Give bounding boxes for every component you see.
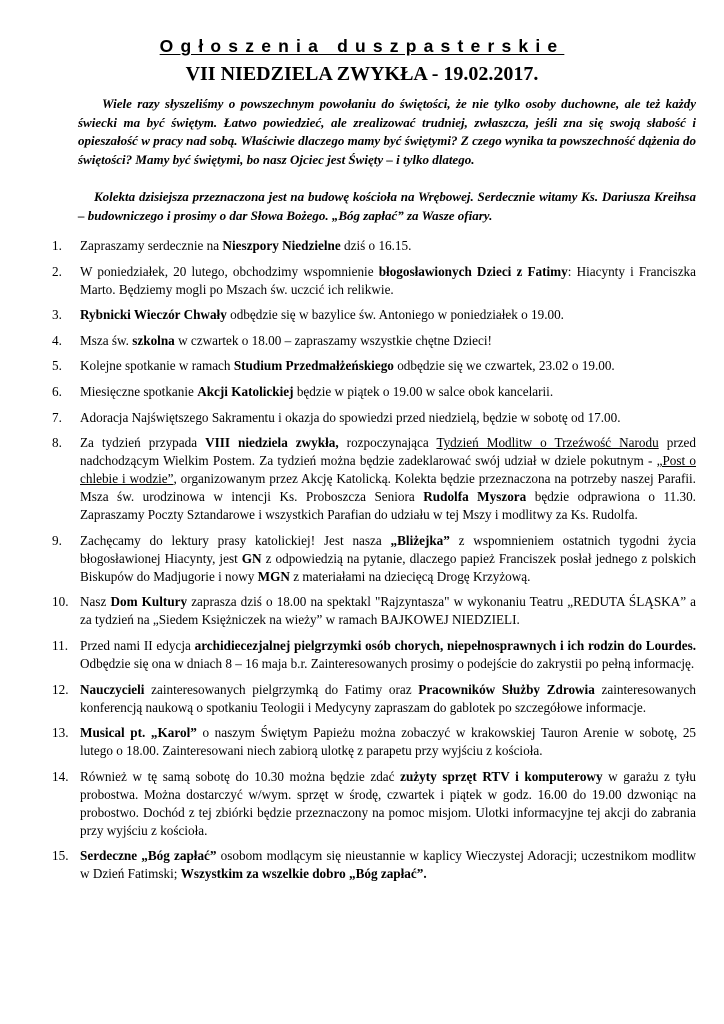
item-number: 7. [52,409,62,425]
list-item [52,332,696,350]
item-number: 2. [52,263,62,279]
list-item [52,724,696,760]
item-text: Zachęcamy do lektury prasy katolickiej! Jest nasza „Bliżejka” z wspomnieniem ostatnich tygodni życia błogosławionej Hiacynty, jest GN z odpowiedzią na pytanie, dlaczego papież Franciszek posłał jednego z polskich Biskupów do Madjugorie i nowy MGN z materiałami na dziecięcą Drogę Krzyżową. [80,532,696,584]
item-text: W poniedziałek, 20 lutego, obchodzimy wspomnienie błogosławionych Dzieci z Fatimy: Hiacynty i Franciszka Marto. Będziemy mogli po Mszach św. uczcić ich relikwie. [80,263,697,297]
item-text: Przed nami II edycja archidiecezjalnej pielgrzymki osób chorych, niepełnosprawnych i ich rodzin do Lourdes. Odbędzie się ona w dniach 8 – 16 maja b.r. Zainteresowanych prosimy o podejście do zakrystii po pełną informację. [80,637,696,671]
collection-note: Kolekta dzisiejsza przeznaczona jest na budowę kościoła na Wrębowej. Serdecznie witamy Ks. Dariusza Kreihsa – budowniczego i prosimy o dar Słowa Bożego. „Bóg zapłać” za Wasze ofiary. [78,189,696,223]
list-item [52,768,696,840]
item-number: 15. [52,848,69,864]
announcements-list [52,237,696,891]
item-text: Musical pt. „Karol” o naszym Świętym Papieżu można zobaczyć w krakowskiej Tauron Arenie w sobotę, 25 lutego o 18.00. Zainteresowani niech zabiorą ulotkę z parapetu przy wyjściu z kościoła. [80,725,697,759]
item-number: 14. [52,768,69,784]
list-item [52,681,696,717]
page-subtitle: VII NIEDZIELA ZWYKŁA - 19.02.2017. [185,63,539,85]
list-item [52,434,696,524]
item-text: Nauczycieli zainteresowanych pielgrzymką do Fatimy oraz Pracowników Służby Zdrowia zainteresowanych konferencją naukową o spotkaniu Teologii i Medycyny zapraszam do gablotek po szczegółowe informacje. [80,681,696,715]
item-number: 9. [52,532,62,548]
item-number: 11. [52,637,68,653]
list-item [52,263,696,299]
item-text: Rybnicki Wieczór Chwały odbędzie się w bazylice św. Antoniego w poniedziałek o 19.00. [80,307,564,323]
item-number: 4. [52,332,62,348]
item-number: 13. [52,725,69,741]
item-number: 5. [52,358,62,374]
list-item [52,357,696,375]
list-item [52,532,696,586]
item-text: Kolejne spotkanie w ramach Studium Przedmałżeńskiego odbędzie się we czwartek, 23.02 o 19.00. [80,358,615,374]
item-text: Za tydzień przypada VIII niedziela zwykła, rozpoczynająca Tydzień Modlitw o Trzeźwość Narodu przed nadchodzącym Wielkim Postem. Za tydzień można będzie zadeklarować swój udział w dziele pokutnym - „Post o chlebie i wodzie”, organizowanym przez Akcję Katolicką. Kolekta będzie przeznaczona na potrzeby naszej Parafii. Msza św. urodzinowa w intencji Ks. Proboszcza Seniora Rudolfa Myszora będzie odprawiona o 11.30. Zapraszamy Poczty Sztandarowe i wszystkich Parafian do udziału w tej Mszy i modlitwy za Ks. Rudolfa. [80,435,697,523]
item-text: Również w tę samą sobotę do 10.30 można będzie zdać zużyty sprzęt RTV i komputerowy w garażu z tyłu probostwa. Można dostarczyć w/wym. sprzęt w środę, czwartek i piątek w godz. 16.00 do 19.00 dzwoniąc na probostwo. Dochód z tej zbiórki będzie przeznaczony na pomoc misjom. Ulotki informacyjne tej akcji do zabrania przy wyjściu z kościoła. [80,768,697,838]
item-number: 3. [52,307,62,323]
item-text: Msza św. szkolna w czwartek o 18.00 – zapraszamy wszystkie chętne Dzieci! [80,332,492,348]
list-item [52,593,696,629]
list-item [52,306,696,324]
item-text: Zapraszamy serdecznie na Nieszpory Niedzielne dziś o 16.15. [80,238,412,253]
item-text: Nasz Dom Kultury zaprasza dziś o 18.00 na spektakl "Rajzyntasza" w wykonaniu Teatru „REDUTA ŚLĄSKA” a za tydzień na „Siedem Księżniczek na wieży” w ramach BAJKOWEJ NIEDZIELI. [80,594,696,628]
item-number: 12. [52,681,69,697]
item-number: 10. [52,594,69,610]
page-title: Ogłoszenia duszpasterskie [159,36,565,56]
item-number: 6. [52,383,62,399]
item-text: Serdeczne „Bóg zapłać” osobom modlącym się nieustannie w kaplicy Wieczystej Adoracji; uczestnikom modlitw w Dzień Fatimski; Wszystkim za wszelkie dobro „Bóg zapłać”. [80,848,696,882]
list-item [52,237,696,255]
item-number: 8. [52,435,62,451]
list-item [52,409,696,427]
list-item [52,637,696,673]
list-item [52,847,696,883]
item-text: Miesięczne spotkanie Akcji Katolickiej będzie w piątek o 19.00 w salce obok kancelarii. [80,383,554,399]
list-item [52,383,696,401]
item-number: 1. [52,238,62,253]
intro-paragraph: Wiele razy słyszeliśmy o powszechnym powołaniu do świętości, że nie tylko osoby duchowne, ale też każdy świecki ma być świętym. Łatwo powiedzieć, ale zrealizować trudniej, zwłaszcza, jeśli zna się swoją słabość i opieszałość w pracy nad sobą. Właściwie dlaczego mamy być świętymi? Z czego wynika ta powszechność dążenia do świętości? Mamy być świętymi, bo nasz Ojciec jest Święty – i tylko dlatego. [78,96,696,167]
item-text: Adoracja Najświętszego Sakramentu i okazja do spowiedzi przed niedzielą, będzie w sobotę od 17.00. [80,409,621,425]
